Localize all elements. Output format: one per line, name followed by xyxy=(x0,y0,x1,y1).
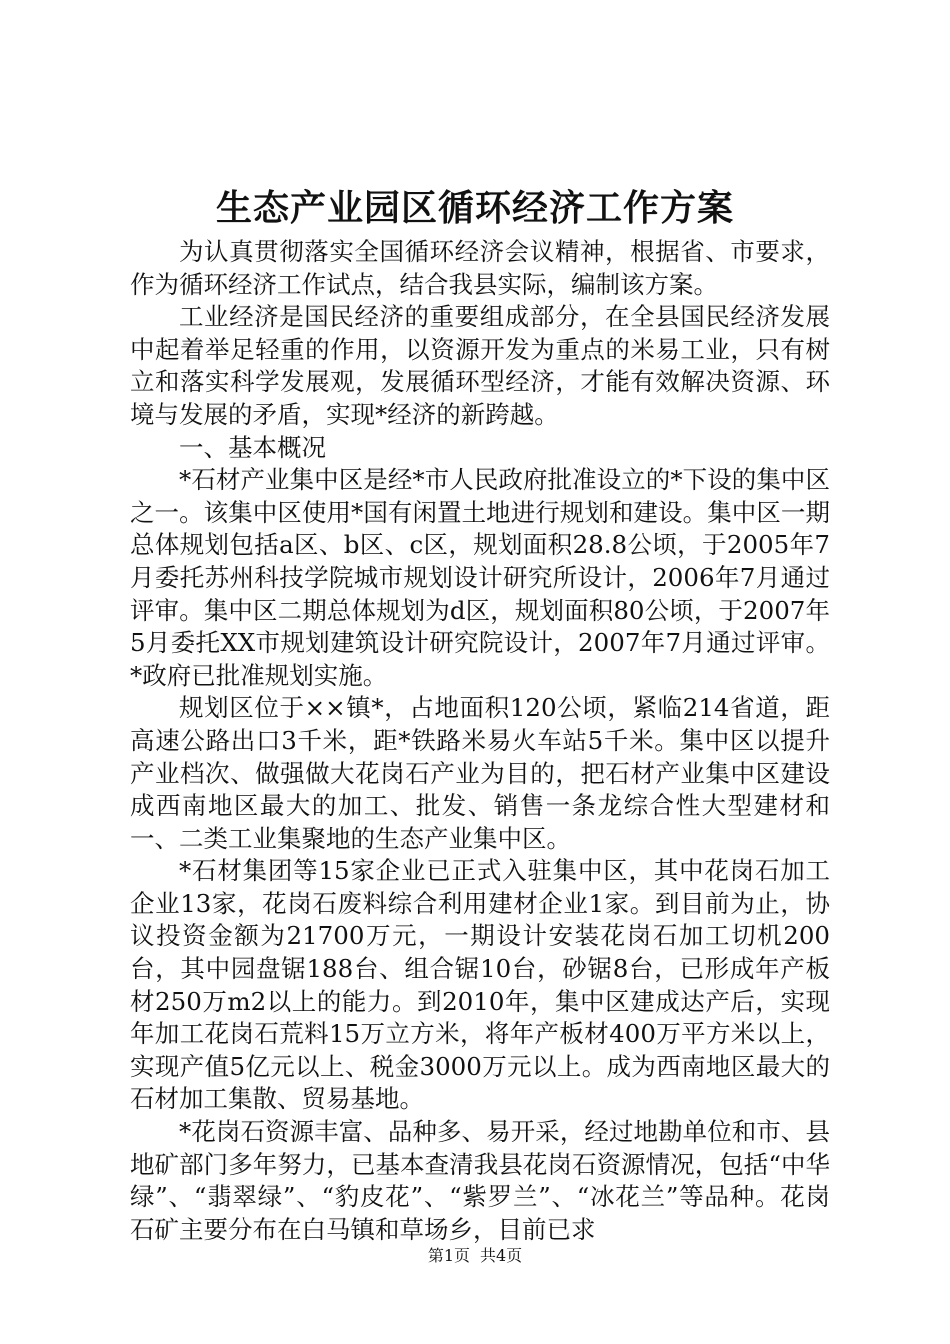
paragraph-enterprises: *石材集团等15家企业已正式入驻集中区，其中花岗石加工企业13家，花岗石废料综合利用建材企业1家。到目前为止，协议投资金额为21700万元，一期设计安装花岗石加工切机200台，其中园盘锯188台、组合锯10台，砂锯8台，已形成年产板材250万m2以上的能力。到2010年，集中区建成达产后，实现年加工花岗石荒料15万立方米，将年产板材400万平方米以上，实现产值5亿元以上、税金3000万元以上。成为西南地区最大的石材加工集散、贸易基地。 xyxy=(130,856,830,1114)
page-number: 第1页 xyxy=(427,1246,470,1265)
paragraph-granite-resources: *花岗石资源丰富、品种多、易开采，经过地勘单位和市、县地矿部门多年努力，已基本查清我县花岗石资源情况，包括“中华绿”、“翡翠绿”、“豹皮花”、“紫罗兰”、“冰花兰”等品种。花岗石矿主要分布在白马镇和草场乡，目前已求 xyxy=(130,1117,830,1244)
page-footer xyxy=(0,1246,950,1266)
document-body xyxy=(130,236,830,1246)
paragraph-zone-planning: *石材产业集中区是经*市人民政府批准设立的*下设的集中区之一。该集中区使用*国有闲置土地进行规划和建设。集中区一期总体规划包括a区、b区、c区，规划面积28.8公顷，于2005年7月委托苏州科技学院城市规划设计研究所设计，2006年7月通过评审。集中区二期总体规划为d区，规划面积80公顷，于2007年5月委托XX市规划建筑设计研究院设计，2007年7月通过评审。*政府已批准规划实施。 xyxy=(130,465,830,690)
page-total: 共4页 xyxy=(480,1246,523,1265)
section-heading-overview: 一、基本概况 xyxy=(179,432,326,462)
paragraph-industrial-economy: 工业经济是国民经济的重要组成部分，在全县国民经济发展中起着举足轻重的作用，以资源开发为重点的米易工业，只有树立和落实科学发展观，发展循环型经济，才能有效解决资源、环境与发展的矛盾，实现*经济的新跨越。 xyxy=(130,302,830,429)
document-title: 生态产业园区循环经济工作方案 xyxy=(215,187,734,229)
paragraph-intro: 为认真贯彻落实全国循环经济会议精神，根据省、市要求，作为循环经济工作试点，结合我县实际，编制该方案。 xyxy=(130,237,830,299)
paragraph-zone-location: 规划区位于××镇*，占地面积120公顷，紧临214省道，距高速公路出口3千米，距*铁路米易火车站5千米。集中区以提升产业档次、做强做大花岗石产业为目的，把石材产业集中区建设成西南地区最大的加工、批发、销售一条龙综合性大型建材和一、二类工业集聚地的生态产业集中区。 xyxy=(130,693,830,853)
